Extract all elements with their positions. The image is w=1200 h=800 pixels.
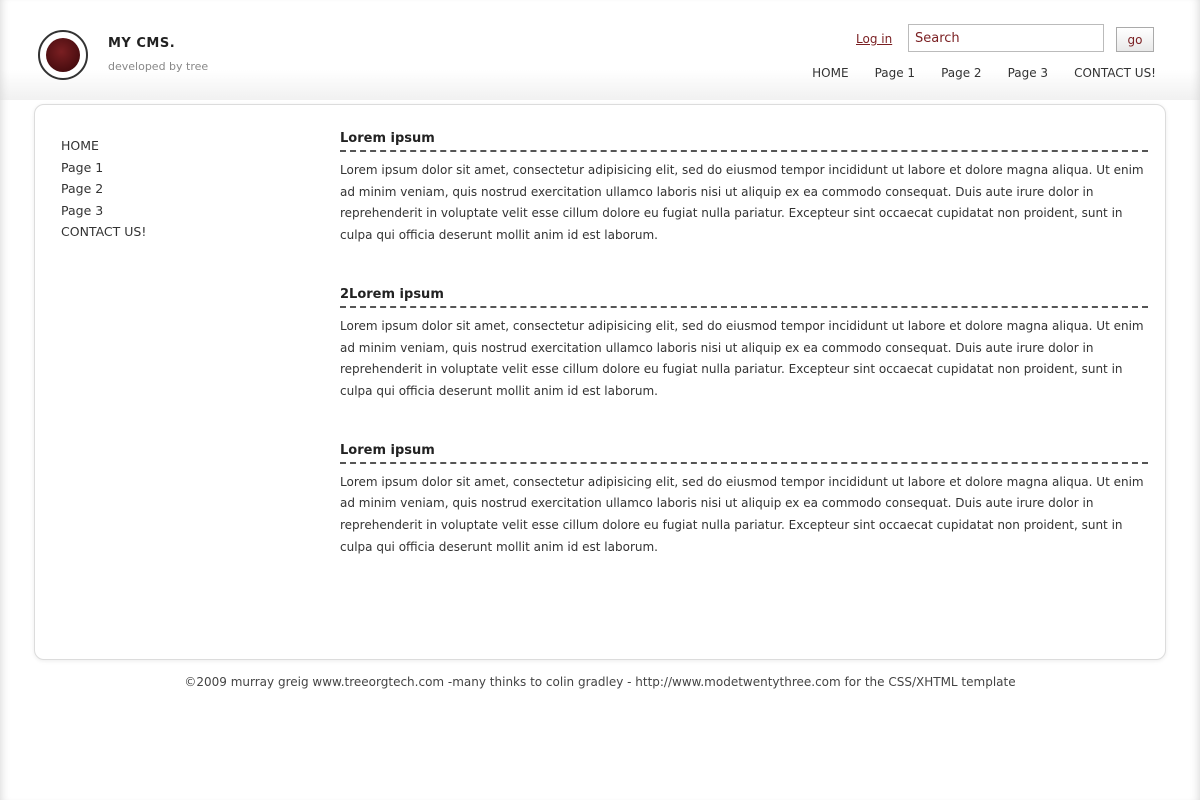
sidebar-item-page-1[interactable]: Page 1	[61, 159, 104, 175]
article-title: Lorem ipsum	[340, 131, 1148, 152]
sidebar-nav	[61, 135, 146, 243]
top-nav	[812, 66, 1156, 80]
top-nav-contact[interactable]: CONTACT US!	[1074, 66, 1156, 80]
sidebar-item-page-3[interactable]: Page 3	[61, 202, 104, 218]
sidebar-item-contact[interactable]: CONTACT US!	[61, 224, 147, 239]
article	[340, 131, 1148, 247]
main-content	[340, 131, 1148, 598]
footer-credits: ©2009 murray greig www.treeorgtech.com -many thinks to colin gradley - http://www.modetwentythree.com for the CSS/XHTML template	[184, 675, 1016, 689]
site-header	[0, 0, 1200, 100]
top-nav-page-1[interactable]: Page 1	[874, 66, 916, 80]
site-title: MY CMS.	[108, 36, 176, 51]
top-nav-home[interactable]: HOME	[812, 66, 849, 80]
article	[340, 287, 1148, 403]
logo-circle-icon	[46, 38, 80, 72]
logo[interactable]	[38, 30, 88, 80]
content-box	[34, 104, 1166, 660]
sidebar-item-home[interactable]: HOME	[61, 138, 99, 153]
article-title: Lorem ipsum	[340, 443, 1148, 464]
article-title: 2Lorem ipsum	[340, 287, 1148, 308]
top-nav-page-3[interactable]: Page 3	[1007, 66, 1049, 80]
top-nav-page-2[interactable]: Page 2	[941, 66, 982, 80]
search-input[interactable]	[908, 24, 1104, 52]
article-body: Lorem ipsum dolor sit amet, consectetur adipisicing elit, sed do eiusmod tempor incididunt ut labore et dolore magna aliqua. Ut enim ad minim veniam, quis nostrud exercitation ullamco laboris nisi ut aliquip ex ea commodo consequat. Duis aute irure dolor in reprehenderit in voluptate velit esse cillum dolore eu fugiat nulla pariatur. Excepteur sint occaecat cupidatat non proident, sunt in culpa qui officia deserunt mollit anim id est laborum.	[340, 474, 1144, 554]
article-body: Lorem ipsum dolor sit amet, consectetur adipisicing elit, sed do eiusmod tempor incididunt ut labore et dolore magna aliqua. Ut enim ad minim veniam, quis nostrud exercitation ullamco laboris nisi ut aliquip ex ea commodo consequat. Duis aute irure dolor in reprehenderit in voluptate velit esse cillum dolore eu fugiat nulla pariatur. Excepteur sint occaecat cupidatat non proident, sunt in culpa qui officia deserunt mollit anim id est laborum.	[340, 318, 1144, 398]
search-go-button[interactable]: go	[1116, 27, 1154, 52]
article-body: Lorem ipsum dolor sit amet, consectetur adipisicing elit, sed do eiusmod tempor incididunt ut labore et dolore magna aliqua. Ut enim ad minim veniam, quis nostrud exercitation ullamco laboris nisi ut aliquip ex ea commodo consequat. Duis aute irure dolor in reprehenderit in voluptate velit esse cillum dolore eu fugiat nulla pariatur. Excepteur sint occaecat cupidatat non proident, sunt in culpa qui officia deserunt mollit anim id est laborum.	[340, 163, 1144, 243]
article	[340, 443, 1148, 559]
login-link[interactable]: Log in	[856, 32, 893, 46]
sidebar-item-page-2[interactable]: Page 2	[61, 181, 104, 196]
site-subtitle: developed by tree	[108, 60, 209, 73]
